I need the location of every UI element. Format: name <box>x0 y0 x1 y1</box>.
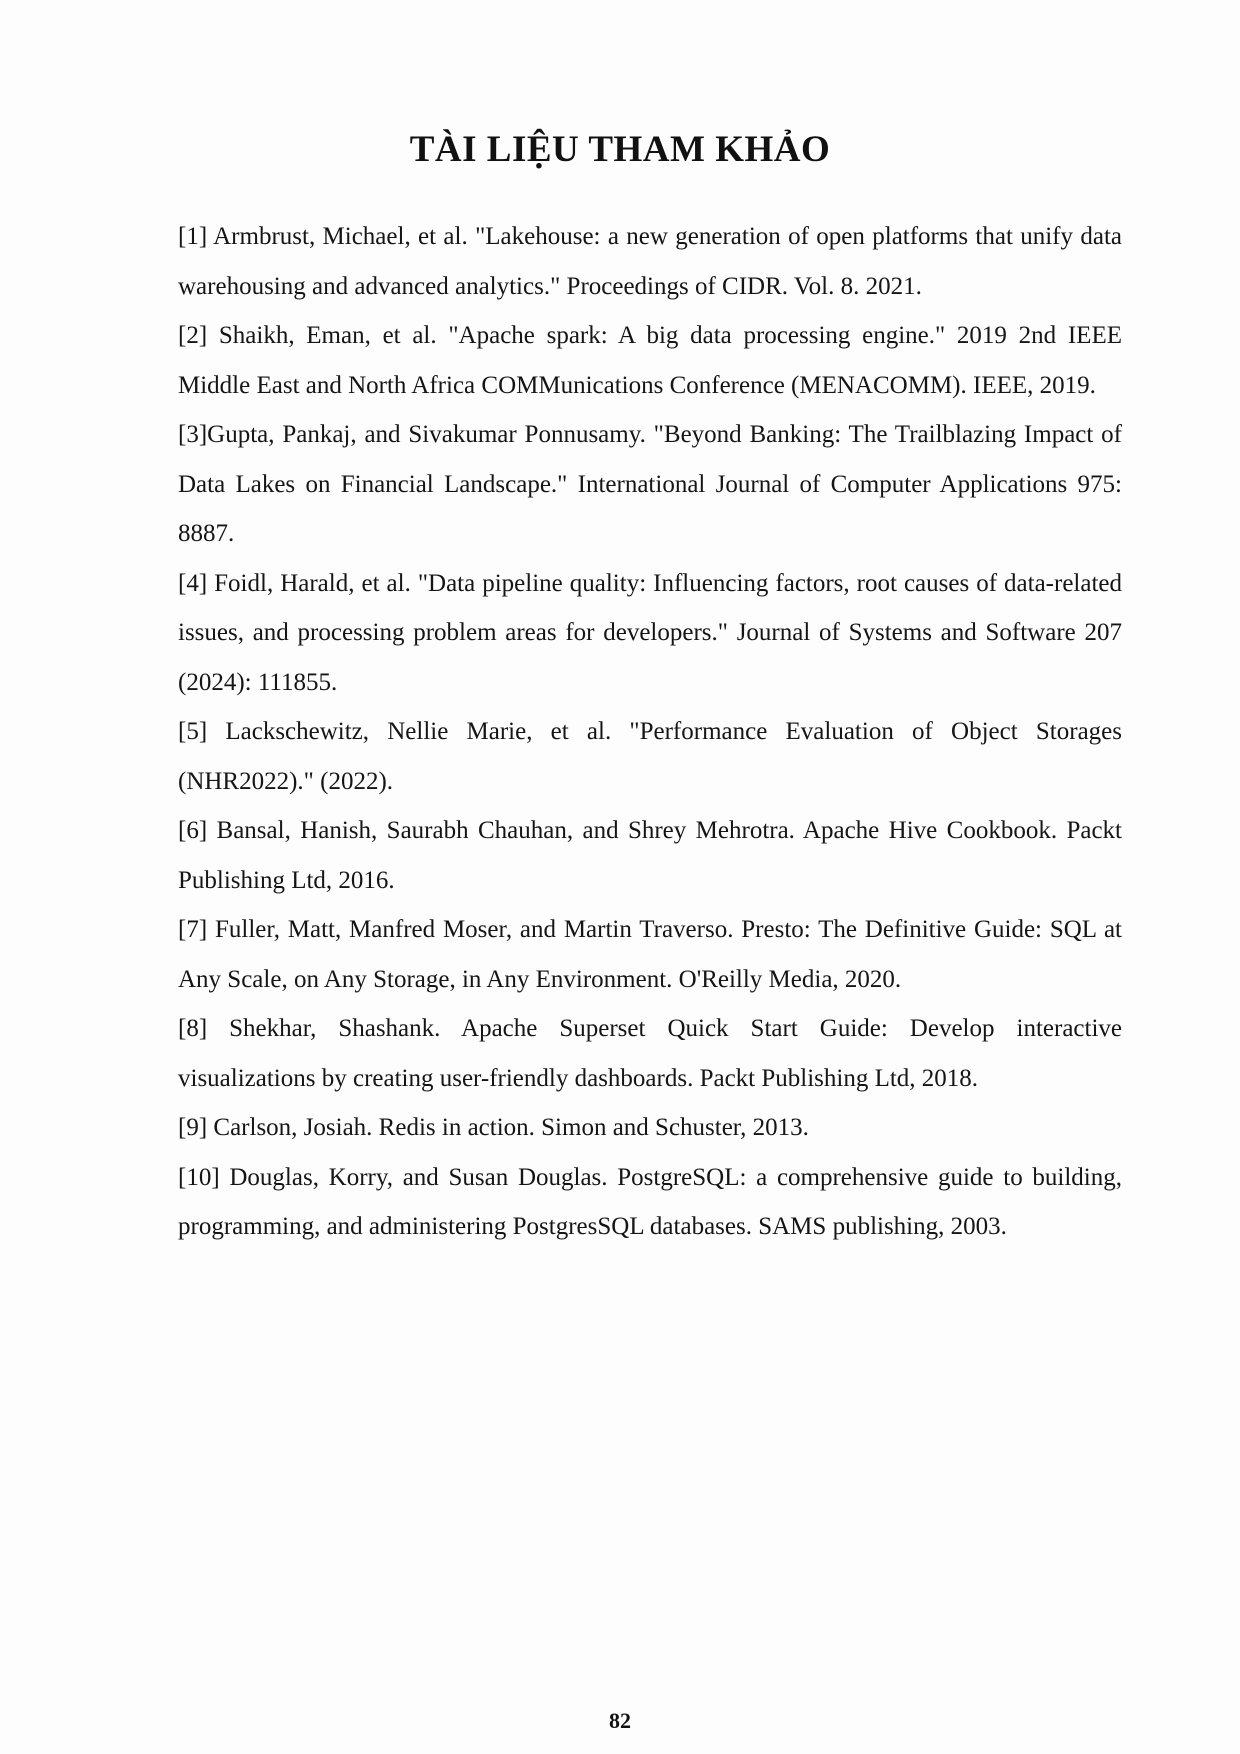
reference-item-1: [1] Armbrust, Michael, et al. "Lakehouse: a new generation of open platforms that unify data warehousing and advanced analytics." Proceedings of CIDR. Vol. 8. 2021. <box>178 223 1122 300</box>
reference-item-7: [7] Fuller, Matt, Manfred Moser, and Martin Traverso. Presto: The Definitive Guide: SQL at Any Scale, on Any Storage, in Any Environment. O'Reilly Media, 2020. <box>178 916 1122 993</box>
reference-item-4: [4] Foidl, Harald, et al. "Data pipeline quality: Influencing factors, root causes of data-related issues, and processing problem areas for developers." Journal of Systems and Software 207 (2024): 111855. <box>178 569 1122 696</box>
reference-item-5: [5] Lackschewitz, Nellie Marie, et al. "Performance Evaluation of Object Storages (NHR2022)." (2022). <box>178 718 1122 795</box>
reference-list <box>178 212 1122 1252</box>
page-number: 82 <box>609 1708 631 1733</box>
reference-item-10: [10] Douglas, Korry, and Susan Douglas. PostgreSQL: a comprehensive guide to building, programming, and administering PostgresSQL databases. SAMS publishing, 2003. <box>178 1163 1122 1240</box>
reference-item-3: [3]Gupta, Pankaj, and Sivakumar Ponnusamy. "Beyond Banking: The Trailblazing Impact of Data Lakes on Financial Landscape." International Journal of Computer Applications 975: 8887. <box>178 421 1122 547</box>
reference-item-9: [9] Carlson, Josiah. Redis in action. Simon and Schuster, 2013. <box>178 1114 809 1141</box>
reference-item-8: [8] Shekhar, Shashank. Apache Superset Quick Start Guide: Develop interactive visualizations by creating user-friendly dashboards. Packt Publishing Ltd, 2018. <box>178 1015 1122 1092</box>
reference-item-6: [6] Bansal, Hanish, Saurabh Chauhan, and Shrey Mehrotra. Apache Hive Cookbook. Packt Publishing Ltd, 2016. <box>178 817 1122 894</box>
reference-item-2: [2] Shaikh, Eman, et al. "Apache spark: A big data processing engine." 2019 2nd IEEE Middle East and North Africa COMMunications Conference (MENACOMM). IEEE, 2019. <box>178 322 1122 399</box>
page-title: TÀI LIỆU THAM KHẢO <box>409 129 831 170</box>
